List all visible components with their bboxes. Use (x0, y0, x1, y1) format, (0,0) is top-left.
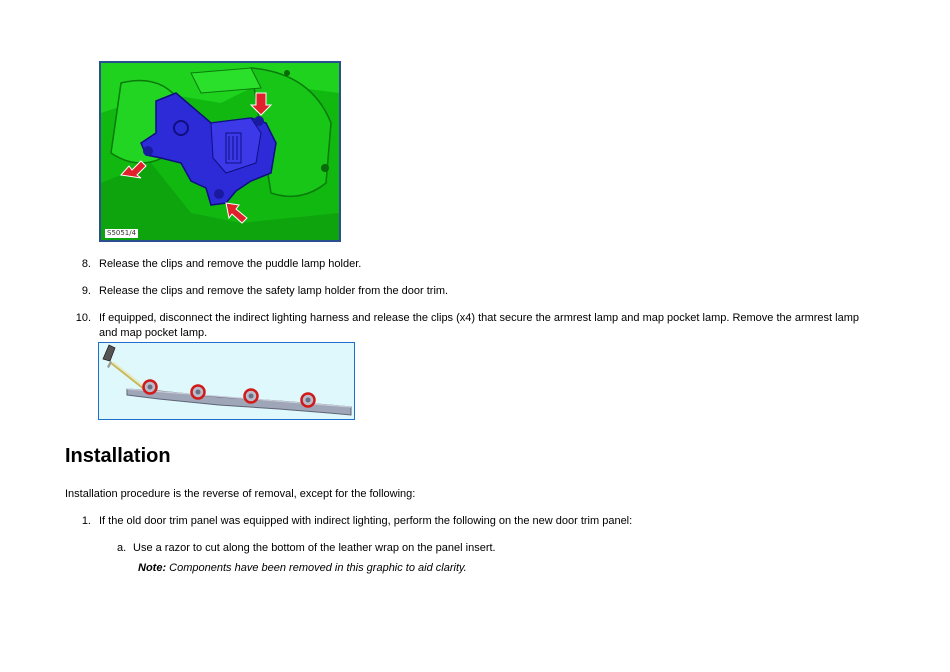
clip-4 (302, 394, 315, 407)
puddle-lamp-illustration (101, 63, 339, 240)
figure-code: S5051/4 (107, 229, 137, 237)
clip-2 (192, 386, 205, 399)
note-text: Components have been removed in this graphic to aid clarity. (169, 562, 467, 574)
note (138, 561, 467, 576)
substep-text: Use a razor to cut along the bottom of the leather wrap on the panel insert. (133, 542, 496, 554)
installation-heading: Installation (65, 445, 171, 467)
clip-1 (144, 381, 157, 394)
step-number: 10. (75, 312, 91, 324)
puddle-lamp-figure (99, 61, 341, 242)
step-text: If equipped, disconnect the indirect lighting harness and release the clips (x4) that secure the armrest lamp and map pocket lamp. Remove the armrest lamp (99, 312, 859, 324)
step-number: 1. (81, 515, 91, 527)
lamp-strip-illustration (99, 343, 354, 419)
installation-intro: Installation procedure is the reverse of removal, except for the following: (65, 488, 416, 500)
step-number: 8. (81, 258, 91, 270)
step-text: Release the clips and remove the safety lamp holder from the door trim. (99, 285, 449, 297)
lamp-strip-figure (98, 342, 355, 420)
step-text-continued: and map pocket lamp. (99, 327, 208, 339)
substep-letter: a. (117, 542, 127, 554)
step-text: Release the clips and remove the puddle lamp holder. (99, 258, 362, 270)
note-label: Note: (138, 562, 167, 574)
step-number: 9. (81, 285, 91, 297)
clip-3 (245, 390, 258, 403)
step-text: If the old door trim panel was equipped with indirect lighting, perform the following on the new door trim panel: (99, 515, 633, 527)
